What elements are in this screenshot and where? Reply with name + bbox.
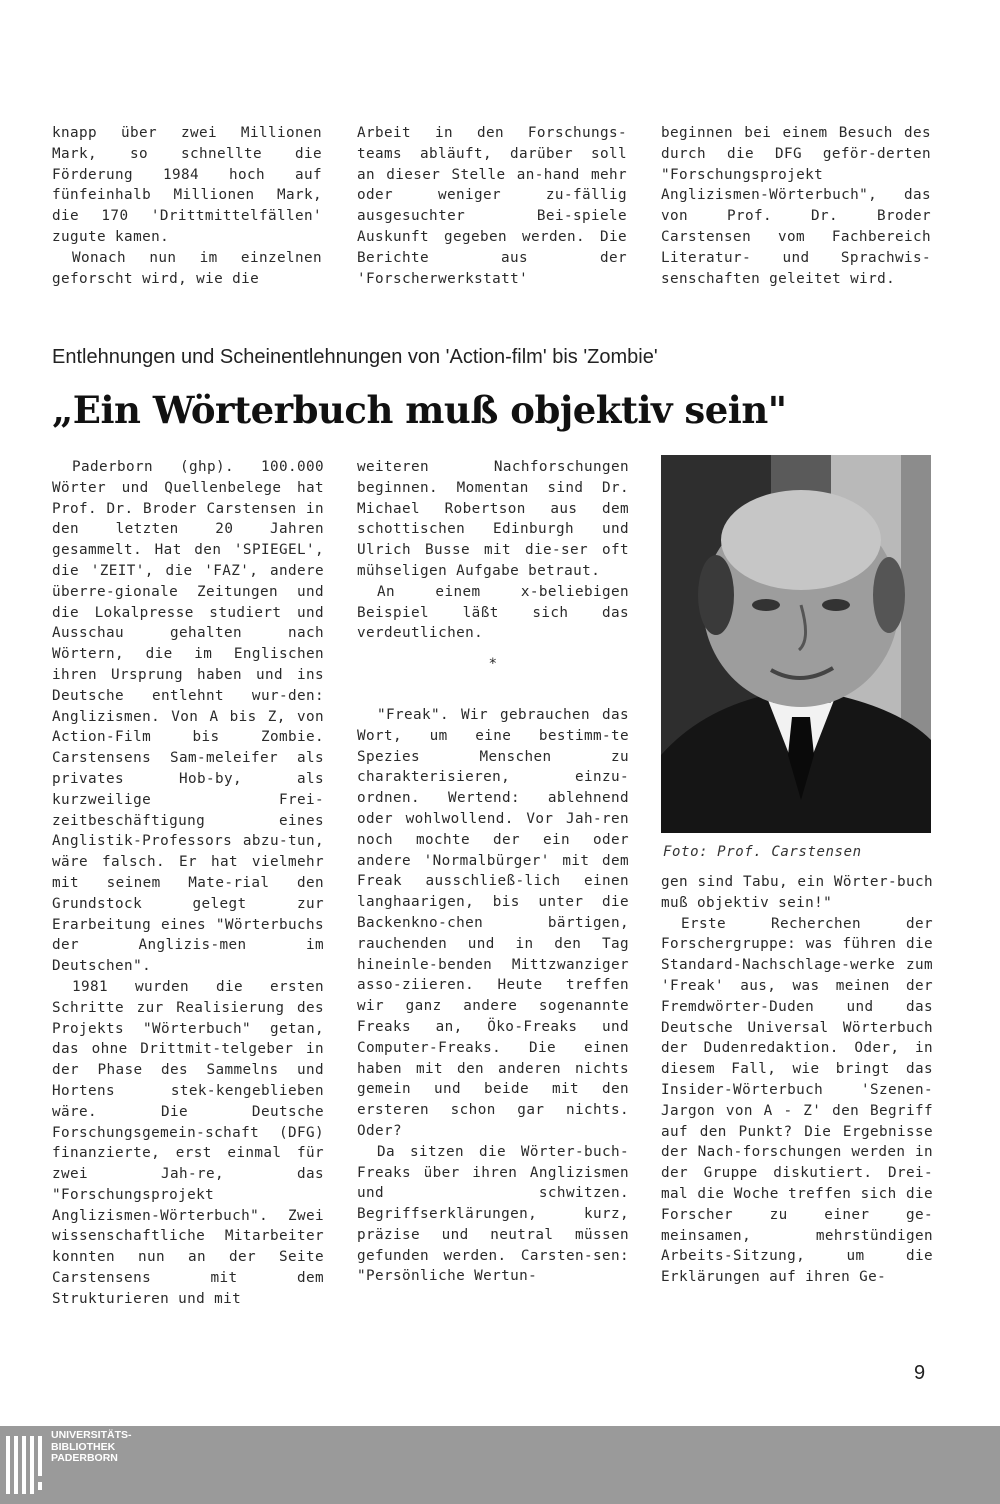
paragraph: 1981 wurden die ersten Schritte zur Realisierung des Projekts "Wörterbuch" getan, das ohne Drittmit-telgeber in der Phase des Sammelns und Hortens stek-kengeblieben wäre. Die Deutsche Forschungsgemein-schaft (DFG) finanzierte, erst einmal für zwei Jah-re, das "Forschungsprojekt Anglizismen-Wörterbuch". Zwei wissenschaftliche Mitarbeiter konnten nun an der Seite Carstensens mit dem Strukturieren und mit (52, 978, 324, 1307)
article-column-2 (357, 457, 629, 1287)
library-name-line: PADERBORN (51, 1452, 118, 1464)
paragraph: Arbeit in den Forschungs-teams abläuft, darüber soll an dieser Stelle an-hand mehr oder weniger zu-fällig ausgesuchter Bei-spiele Auskunft gegeben werden. Die Berichte aus der 'Forscherwerkstatt' (357, 125, 627, 287)
paragraph: Paderborn (ghp). 100.000 Wörter und Quellenbelege hat Prof. Dr. Broder Carstensen in den letzten 20 Jahren gesammelt. Hat den 'SPIEGEL', die 'ZEIT', die 'FAZ', andere überre-gionale Zeitungen und die Lokalpresse studiert und Ausschau gehalten nach Wörtern, die im Englischen ihren Ursprung haben und ins Deutsche entlehnt wur-den: Anglizismen. Von A bis Z, von Action-Film bis Zombie. Carstensens Sam-meleifer als privates Hob-by, als kurzweilige Frei-zeitbeschäftigung eines Anglistik-Professors abzu-tun, wäre falsch. Er hat vielmehr mit seinem Mate-rial den Grundstock gelegt zur Erarbeitung eines "Wörterbuchs der Anglizis-men im Deutschen". (52, 459, 324, 975)
paragraph: weiteren Nachforschungen beginnen. Momentan sind Dr. Michael Robertson aus dem schottischen Edinburgh und Ulrich Busse mit die-ser oft mühseligen Aufgabe betraut. (357, 459, 629, 579)
top-column-3 (661, 123, 931, 289)
top-column-1 (52, 123, 322, 289)
article-column-1 (52, 457, 324, 1310)
paragraph: An einem x-beliebigen Beispiel läßt sich das verdeutlichen. (357, 583, 629, 642)
article-headline: „Ein Wörterbuch muß objektiv sein" (52, 388, 787, 432)
paragraph: Wonach nun im einzelnen geforscht wird, wie die (52, 249, 322, 287)
library-logo-icon (6, 1434, 44, 1496)
paragraph: "Freak". Wir gebrauchen das Wort, um eine bestimm-te Spezies Menschen zu charakterisieren, einzu-ordnen. Wertend: ablehnend oder wohlwollend. Vor Jah-ren noch mochte der ein oder andere 'Normalbürger' mit dem Freak ausschließ-lich einen langhaarigen, bis unter die Backenkno-chen bärtigen, rauchenden und in den Tag hineinle-benden Mittzwanziger asso-ziieren. Heute treffen wir ganz andere sogenannte Freaks an, Öko-Freaks und Computer-Freaks. Die einen haben mit den anderen nichts gemein und beide mit den ersteren schon gar nichts. Oder? (357, 706, 629, 1139)
photo-caption: Foto: Prof. Carstensen (663, 844, 862, 860)
section-separator: * (488, 656, 498, 673)
portrait-illustration (661, 455, 931, 833)
portrait-photo (661, 455, 931, 833)
paragraph: beginnen bei einem Besuch des durch die DFG geför-derten "Forschungsprojekt Anglizismen-Wörterbuch", das von Prof. Dr. Broder Carstensen vom Fachbereich Literatur- und Sprachwis-senschaften geleitet wird. (661, 125, 931, 287)
library-name-line: BIBLIOTHEK (51, 1440, 116, 1453)
paragraph: gen sind Tabu, ein Wörter-buch muß objektiv sein!" (661, 874, 933, 911)
article-column-3 (661, 872, 933, 1288)
top-column-2 (357, 123, 627, 289)
paragraph: Da sitzen die Wörter-buch-Freaks über ihren Anglizismen und schwitzen. Begriffserklärungen, kurz, präzise und neutral müssen gefunden werden. Carsten-sen: "Persönliche Wertun- (357, 1143, 629, 1285)
library-name (51, 1430, 132, 1465)
library-footer-banner (0, 1426, 1000, 1504)
paragraph: knapp über zwei Millionen Mark, so schnellte die Förderung 1984 hoch auf fünfeinhalb Millionen Mark, die 170 'Drittmittelfällen' zugute kamen. (52, 125, 322, 245)
library-name-line: UNIVERSITÄTS- (51, 1429, 132, 1441)
paragraph: Erste Recherchen der Forschergruppe: was führen die Standard-Nachschlage-werke zum 'Freak' aus, was meinen der Fremdwörter-Duden und das Deutsche Universal Wörterbuch der Dudenredaktion. Oder, in diesem Fall, wie bringt das Insider-Wörterbuch 'Szenen-Jargon von A - Z' den Begriff auf den Punkt? Die Ergebnisse der Nach-forschungen werden in der Gruppe diskutiert. Drei-mal die Woche treffen sich die Forscher zu einer ge-meinsamen, mehrstündigen Arbeits-Sitzung, um die Erklärungen auf ihren Ge- (661, 915, 933, 1286)
article-kicker: Entlehnungen und Scheinentlehnungen von 'Action-film' bis 'Zombie' (52, 346, 658, 368)
page-number: 9 (914, 1362, 926, 1384)
